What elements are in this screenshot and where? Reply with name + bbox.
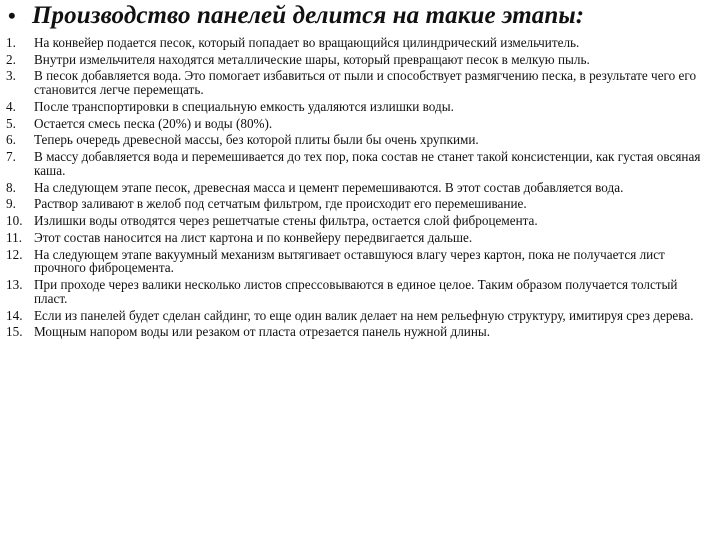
step-item: [6, 197, 712, 211]
steps-list: [6, 36, 712, 342]
step-text: Если из панелей будет сделан сайдинг, то еще один валик делает на нем рельефную структуру, имитируя срез дерева.: [34, 307, 694, 323]
step-item: [6, 117, 712, 131]
step-number: 4.: [6, 99, 16, 115]
step-text: Раствор заливают в желоб под сетчатым фильтром, где происходит его перемешивание.: [34, 196, 527, 212]
step-number: 14.: [6, 307, 23, 323]
step-number: 9.: [6, 196, 16, 212]
step-item: [6, 150, 712, 178]
step-text: В песок добавляется вода. Это помогает избавиться от пыли и способствует размягчению песка, в результате чего его становится легче перемещать.: [34, 68, 697, 98]
step-item: [6, 36, 712, 50]
step-item: [6, 181, 712, 195]
step-item: [6, 278, 712, 306]
step-item: [6, 325, 712, 339]
step-text: Мощным напором воды или резаком от пласта отрезается панель нужной длины.: [34, 324, 491, 340]
step-number: 10.: [6, 213, 23, 229]
step-number: 13.: [6, 277, 23, 293]
step-number: 11.: [6, 229, 22, 245]
step-number: 3.: [6, 68, 16, 84]
step-item: [6, 53, 712, 67]
step-text: На следующем этапе вакуумный механизм вытягивает оставшуюся влагу через картон, пока не получается лист прочного фиброцемента.: [34, 246, 665, 276]
step-text: Остается смесь песка (20%) и воды (80%).: [34, 115, 273, 131]
step-item: [6, 231, 712, 245]
step-number: 1.: [6, 35, 16, 50]
step-item: [6, 214, 712, 228]
step-item: [6, 133, 712, 147]
step-number: 15.: [6, 324, 23, 340]
title-bullet: •: [8, 3, 16, 28]
step-number: 5.: [6, 115, 16, 131]
step-text: В массу добавляется вода и перемешивается до тех пор, пока состав не станет такой консистенции, как густая овсяная каша.: [34, 149, 701, 179]
step-item: [6, 309, 712, 323]
step-number: 7.: [6, 149, 16, 165]
step-item: [6, 100, 712, 114]
step-text: На конвейер подается песок, который попадает во вращающийся цилиндрический измельчитель.: [34, 35, 580, 50]
step-text: На следующем этапе песок, древесная масса и цемент перемешиваются. В этот состав добавляется вода.: [34, 179, 624, 195]
title-row: [8, 2, 584, 30]
step-text: Этот состав наносится на лист картона и по конвейеру передвигается дальше.: [34, 229, 473, 245]
slide-title: Производство панелей делится на такие этапы:: [32, 2, 585, 29]
step-text: Внутри измельчителя находятся металлические шары, который превращают песок в мелкую пыль.: [34, 51, 590, 67]
step-text: Излишки воды отводятся через решетчатые стены фильтра, остается слой фиброцемента.: [34, 213, 538, 229]
step-text: После транспортировки в специальную емкость удаляются излишки воды.: [34, 99, 454, 115]
step-item: [6, 248, 712, 276]
step-number: 8.: [6, 179, 16, 195]
step-text: Теперь очередь древесной массы, без которой плиты были бы очень хрупкими.: [34, 132, 479, 148]
step-number: 2.: [6, 51, 16, 67]
step-number: 6.: [6, 132, 16, 148]
step-item: [6, 69, 712, 97]
step-number: 12.: [6, 246, 23, 262]
step-text: При проходе через валики несколько листов спрессовываются в единое целое. Таким образом получается толстый пласт.: [34, 277, 678, 307]
